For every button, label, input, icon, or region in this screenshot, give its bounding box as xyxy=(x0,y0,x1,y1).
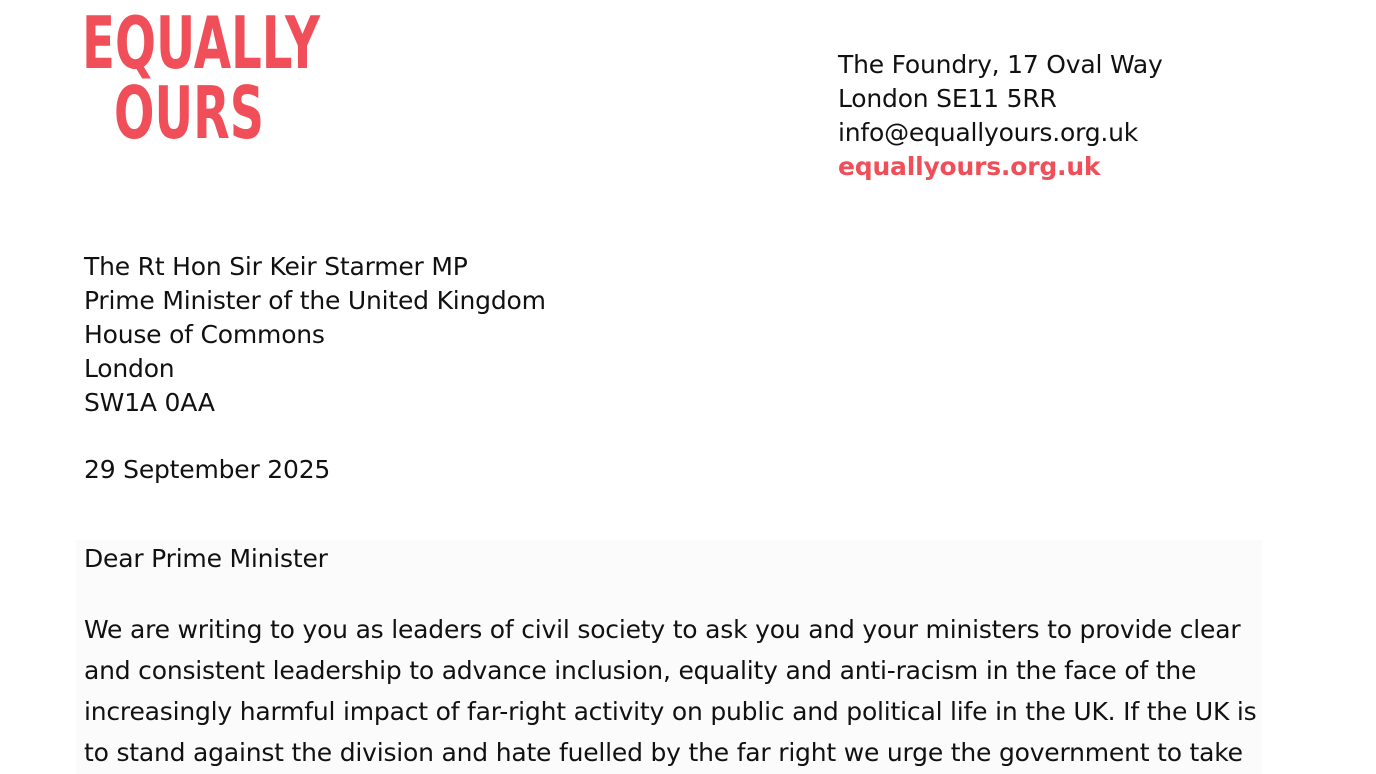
logo-line-1: EQUALLY xyxy=(82,1,321,85)
sender-address-block xyxy=(838,48,1163,184)
salutation: Dear Prime Minister xyxy=(84,544,328,573)
recipient-name: The Rt Hon Sir Keir Starmer MP xyxy=(84,252,468,281)
body-line: and consistent leadership to advance inclusion, equality and anti-racism in the face of the xyxy=(84,656,1197,685)
body-line: to stand against the division and hate fuelled by the far right we urge the government to take xyxy=(84,738,1243,767)
logo-line-2: OURS xyxy=(114,71,264,155)
recipient-city: London xyxy=(84,354,175,383)
equally-ours-logo xyxy=(82,1,322,155)
body-line: increasingly harmful impact of far-right activity on public and political life in the UK. If the UK is xyxy=(84,697,1257,726)
recipient-address-block xyxy=(84,250,546,420)
recipient-postcode: SW1A 0AA xyxy=(84,388,215,417)
sender-address-line-1: The Foundry, 17 Oval Way xyxy=(838,50,1163,79)
sender-email[interactable]: info@equallyours.org.uk xyxy=(838,118,1139,147)
letter-date: 29 September 2025 xyxy=(84,455,331,484)
sender-address-line-2: London SE11 5RR xyxy=(838,84,1057,113)
body-line: We are writing to you as leaders of civil society to ask you and your ministers to provide clear xyxy=(84,615,1241,644)
letter-body-paragraph xyxy=(84,609,1274,773)
recipient-building: House of Commons xyxy=(84,320,325,349)
sender-website-link[interactable]: equallyours.org.uk xyxy=(838,152,1101,181)
recipient-title: Prime Minister of the United Kingdom xyxy=(84,286,546,315)
logo-graphic xyxy=(82,1,322,155)
